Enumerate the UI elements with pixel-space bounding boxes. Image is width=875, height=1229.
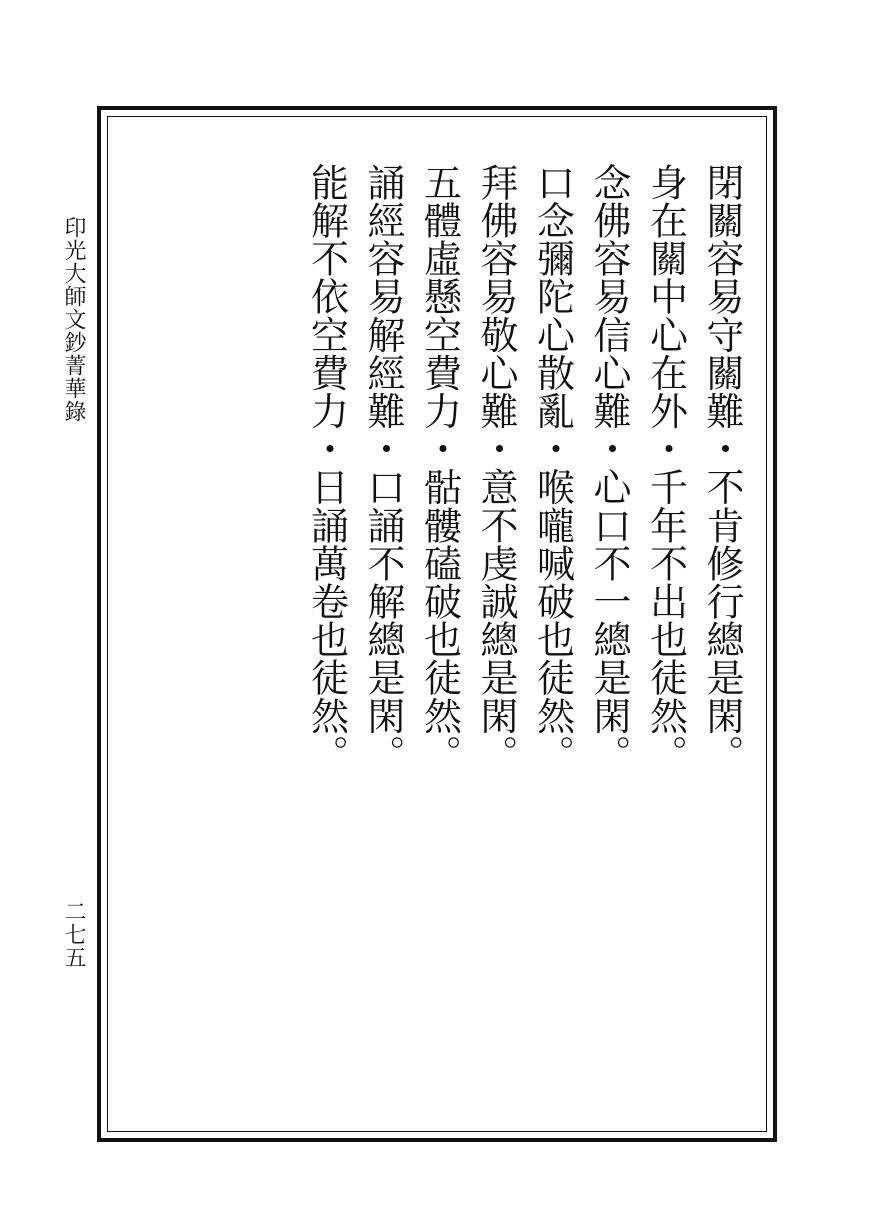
running-header: 印光大師文鈔菁華錄 [61,216,86,423]
verse-line-2: 身在關中心在外・千年不出也徒然。 [643,163,688,773]
page-number: 二七五 [61,900,86,969]
verse-line-7: 誦經容易解經難・口誦不解總是閑。 [361,163,405,773]
verse-line-8: 能解不依空費力・日誦萬卷也徒然。 [304,163,349,773]
verse-line-4: 口念彌陀心散亂・喉嚨喊破也徒然。 [530,163,575,773]
verse-body [304,163,750,773]
verse-line-3: 念佛容易信心難・心口不一總是閑。 [587,163,631,773]
verse-line-5: 拜佛容易敬心難・意不虔誠總是閑。 [474,163,518,773]
verse-line-1: 閉關容易守關難・不肯修行總是閑。 [700,163,744,773]
verse-line-6: 五體虛懸空費力・骷髏磕破也徒然。 [417,163,462,773]
